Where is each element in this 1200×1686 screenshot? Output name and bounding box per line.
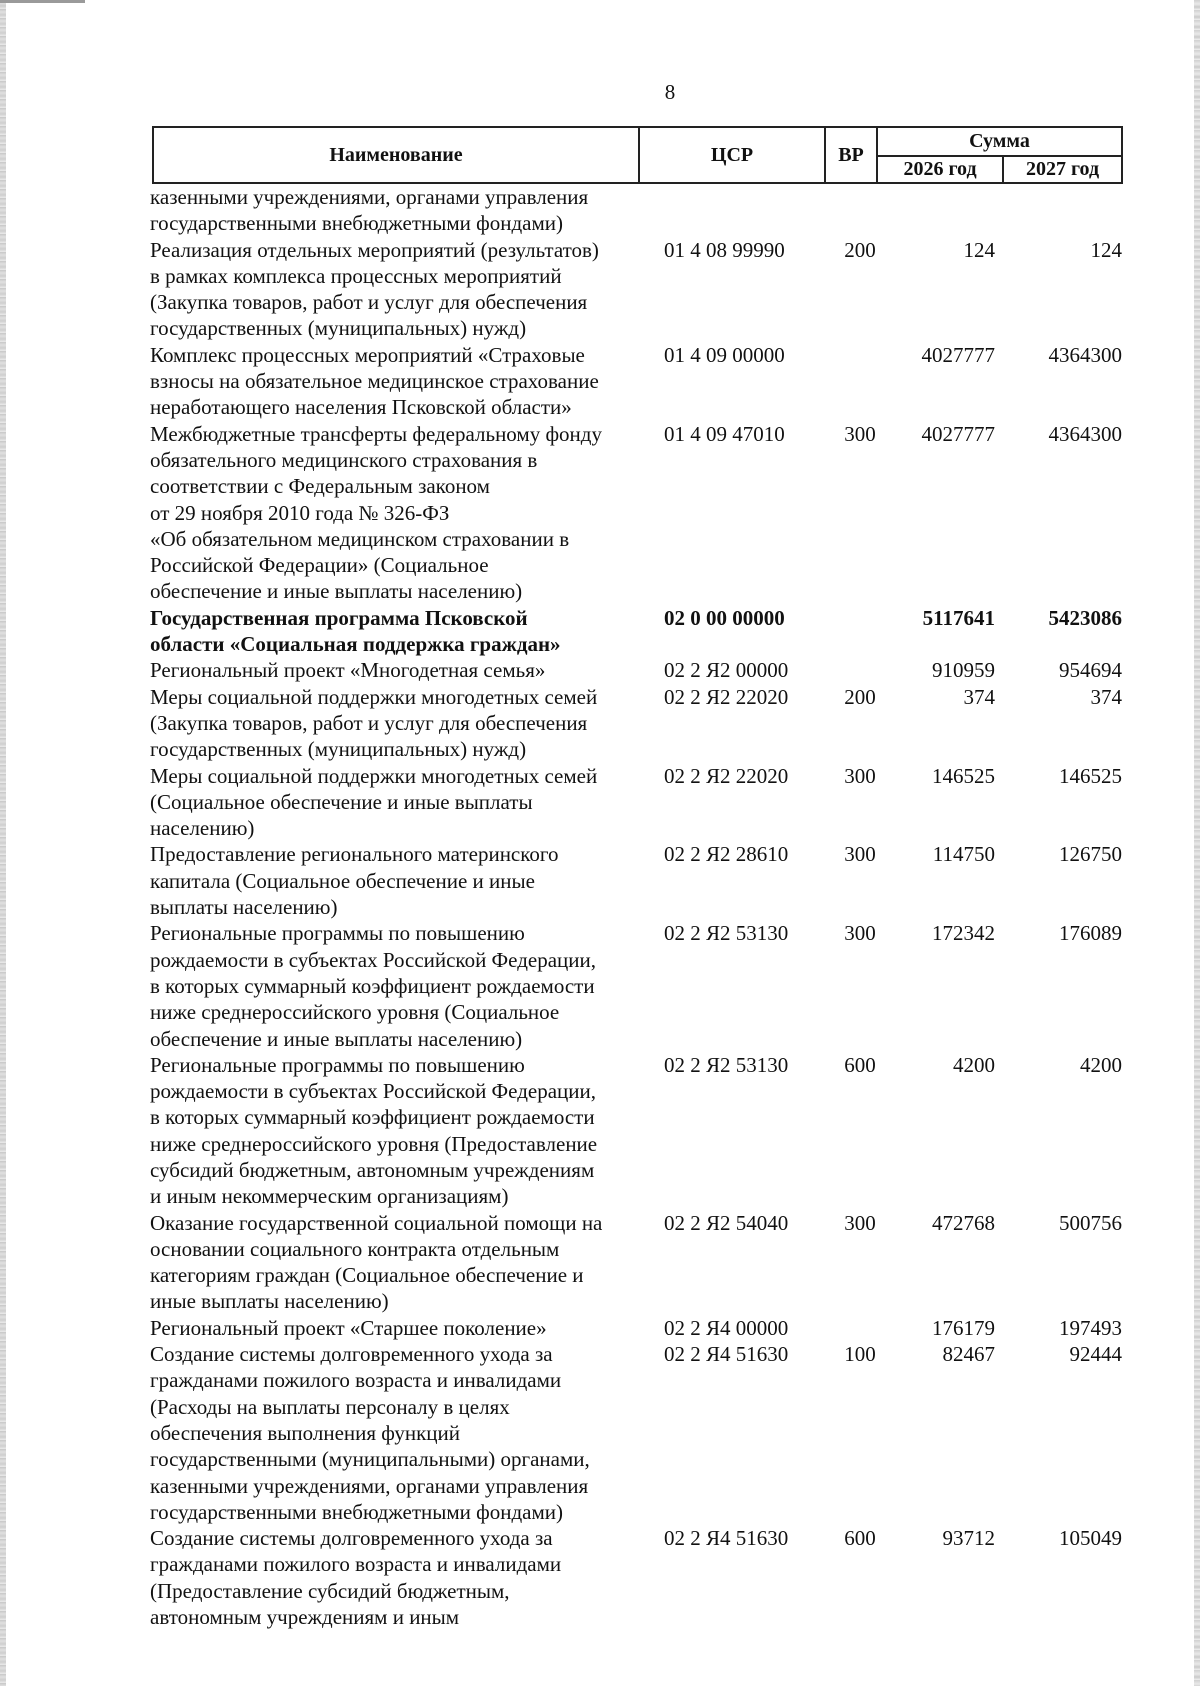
header-vr: ВР xyxy=(826,128,878,182)
row-name-line: обязательного медицинского страхования в xyxy=(150,447,538,472)
table-body xyxy=(150,184,1125,1630)
row-name-line: неработающего населения Псковской области» xyxy=(150,395,572,420)
row-csr: 02 2 Я2 53130 xyxy=(664,1052,789,1077)
row-name-line: соответствии с Федеральным законом xyxy=(150,474,490,499)
header-sum: Сумма xyxy=(878,128,1121,157)
row-name-line: населению) xyxy=(150,816,255,841)
row-name-line: государственными (муниципальными) органами, xyxy=(150,1447,590,1472)
row-sum-2026: 5117641 xyxy=(922,605,995,630)
row-sum-2026: 4027777 xyxy=(921,342,995,367)
row-sum-2027: 500756 xyxy=(1059,1210,1122,1235)
header-csr: ЦСР xyxy=(640,128,826,182)
row-name-line: капитала (Социальное обеспечение и иные xyxy=(150,868,535,893)
row-sum-2027: 92444 xyxy=(1069,1342,1122,1367)
row-name-line: обеспечение и иные выплаты населению) xyxy=(150,579,523,604)
table-row xyxy=(150,237,1125,342)
table-row xyxy=(150,1210,1125,1315)
row-name-line: субсидий бюджетным, автономным учреждениям xyxy=(150,1157,595,1182)
row-name xyxy=(150,920,635,1051)
row-vr: 300 xyxy=(844,921,876,946)
page-number: 8 xyxy=(664,80,676,104)
row-sum-2026: 176179 xyxy=(932,1315,995,1340)
row-name-line: Создание системы долговременного ухода за xyxy=(150,1526,553,1551)
table-row xyxy=(150,841,1125,920)
row-name-line: Государственная программа Псковской xyxy=(150,605,528,630)
row-name-line: гражданами пожилого возраста и инвалидами xyxy=(150,1368,562,1393)
row-name-line: выплаты населению) xyxy=(150,895,338,920)
row-sum-2026: 124 xyxy=(963,237,995,262)
row-name xyxy=(150,184,635,237)
row-name-line: Реализация отдельных мероприятий (результатов) xyxy=(150,237,599,262)
row-vr: 600 xyxy=(844,1052,876,1077)
row-csr: 01 4 09 00000 xyxy=(664,342,785,367)
row-sum-2026: 910959 xyxy=(932,658,995,683)
row-vr: 300 xyxy=(844,763,876,788)
table-row xyxy=(150,763,1125,842)
table-row xyxy=(150,184,1125,237)
row-name-line: государственными внебюджетными фондами) xyxy=(150,211,564,236)
row-name-line: иные выплаты населению) xyxy=(150,1289,389,1314)
row-sum-2027: 197493 xyxy=(1059,1315,1122,1340)
row-name-line: (Расходы на выплаты персоналу в целях xyxy=(150,1394,510,1419)
row-name-line: Региональный проект «Многодетная семья» xyxy=(150,658,546,683)
row-name xyxy=(150,1315,635,1341)
row-name xyxy=(150,841,635,920)
row-csr: 02 2 Я2 54040 xyxy=(664,1210,789,1235)
row-vr: 200 xyxy=(844,237,876,262)
row-sum-2027: 954694 xyxy=(1059,658,1122,683)
row-name xyxy=(150,1052,635,1210)
row-name-line: государственных (муниципальных) нужд) xyxy=(150,737,527,762)
row-name-line: (Закупка товаров, работ и услуг для обеспечения xyxy=(150,710,588,735)
row-sum-2027: 5423086 xyxy=(1048,605,1122,630)
row-sum-2026: 114750 xyxy=(932,842,995,867)
row-sum-2027: 146525 xyxy=(1059,763,1122,788)
row-name-line: государственными внебюджетными фондами) xyxy=(150,1499,564,1524)
row-name-line: в рамках комплекса процессных мероприятий xyxy=(150,263,562,288)
row-name xyxy=(150,1525,635,1630)
row-name-line: категориям граждан (Социальное обеспечение и xyxy=(150,1263,584,1288)
table-row xyxy=(150,657,1125,683)
row-csr: 02 0 00 00000 xyxy=(664,605,785,630)
row-name-line: основании социального контракта отдельным xyxy=(150,1236,560,1261)
row-sum-2026: 4200 xyxy=(953,1052,995,1077)
row-name-line: автономным учреждениям и иным xyxy=(150,1605,460,1630)
row-name-line: Меры социальной поддержки многодетных семей xyxy=(150,763,598,788)
row-name xyxy=(150,1210,635,1315)
row-vr: 300 xyxy=(844,1210,876,1235)
row-name xyxy=(150,421,635,605)
table-header xyxy=(152,126,1123,184)
row-name-line: рождаемости в субъектах Российской Федерации, xyxy=(150,947,596,972)
row-name-line: Создание системы долговременного ухода за xyxy=(150,1342,553,1367)
row-vr: 600 xyxy=(844,1526,876,1551)
row-csr: 02 2 Я2 28610 xyxy=(664,842,789,867)
scan-edge-right xyxy=(1194,0,1200,1686)
row-csr: 01 4 08 99990 xyxy=(664,237,785,262)
row-sum-2027: 4200 xyxy=(1080,1052,1122,1077)
row-name xyxy=(150,342,635,421)
row-vr: 300 xyxy=(844,842,876,867)
table-row xyxy=(150,421,1125,605)
row-name-line: Предоставление регионального материнского xyxy=(150,842,559,867)
row-name-line: казенными учреждениями, органами управления xyxy=(150,185,589,209)
row-name-line: Межбюджетные трансферты федеральному фонду xyxy=(150,421,602,446)
row-sum-2026: 4027777 xyxy=(921,421,995,446)
table-row xyxy=(150,684,1125,763)
row-name xyxy=(150,605,635,658)
table-row xyxy=(150,920,1125,1051)
row-name xyxy=(150,657,635,683)
scan-edge-left xyxy=(0,0,6,1686)
row-csr: 02 2 Я2 22020 xyxy=(664,684,789,709)
row-name-line: (Предоставление субсидий бюджетным, xyxy=(150,1578,510,1603)
row-name-line: государственных (муниципальных) нужд) xyxy=(150,316,527,341)
row-name-line: от 29 ноября 2010 года № 326-ФЗ xyxy=(150,500,450,525)
row-csr: 02 2 Я2 22020 xyxy=(664,763,789,788)
scan-edge-top xyxy=(0,0,85,3)
row-name-line: Оказание государственной социальной помощи на xyxy=(150,1210,603,1235)
row-sum-2026: 146525 xyxy=(932,763,995,788)
row-name-line: Региональный проект «Старшее поколение» xyxy=(150,1315,547,1340)
table-row xyxy=(150,605,1125,658)
row-name xyxy=(150,1341,635,1525)
header-year-2027: 2027 год xyxy=(1025,158,1100,180)
row-name-line: обеспечения выполнения функций xyxy=(150,1420,461,1445)
row-sum-2026: 374 xyxy=(963,684,995,709)
row-name-line: области «Социальная поддержка граждан» xyxy=(150,632,561,657)
row-name xyxy=(150,237,635,342)
row-vr: 300 xyxy=(844,421,876,446)
row-name xyxy=(150,763,635,842)
row-sum-2026: 82467 xyxy=(942,1342,995,1367)
row-name-line: «Об обязательном медицинском страховании в xyxy=(150,526,570,551)
table-row xyxy=(150,342,1125,421)
row-sum-2027: 4364300 xyxy=(1048,342,1122,367)
row-name-line: ниже среднероссийского уровня (Социальное xyxy=(150,1000,560,1025)
row-sum-2026: 93712 xyxy=(942,1526,995,1551)
row-csr: 02 2 Я2 53130 xyxy=(664,921,789,946)
row-csr: 01 4 09 47010 xyxy=(664,421,785,446)
table-row xyxy=(150,1315,1125,1341)
row-name-line: обеспечение и иные выплаты населению) xyxy=(150,1026,523,1051)
row-name-line: Региональные программы по повышению xyxy=(150,1052,525,1077)
row-sum-2027: 124 xyxy=(1090,237,1122,262)
row-name-line: Меры социальной поддержки многодетных семей xyxy=(150,684,598,709)
row-sum-2027: 374 xyxy=(1090,684,1122,709)
row-name-line: Российской Федерации» (Социальное xyxy=(150,553,489,578)
row-name-line: ниже среднероссийского уровня (Предоставление xyxy=(150,1131,598,1156)
row-sum-2027: 126750 xyxy=(1059,842,1122,867)
row-name-line: Региональные программы по повышению xyxy=(150,921,525,946)
header-name: Наименование xyxy=(154,128,640,182)
row-sum-2027: 176089 xyxy=(1059,921,1122,946)
row-sum-2027: 4364300 xyxy=(1048,421,1122,446)
row-csr: 02 2 Я4 51630 xyxy=(664,1526,789,1551)
header-year-2026: 2026 год xyxy=(878,157,1004,182)
row-name-line: (Закупка товаров, работ и услуг для обеспечения xyxy=(150,290,588,315)
row-name-line: (Социальное обеспечение и иные выплаты xyxy=(150,789,533,814)
row-csr: 02 2 Я4 00000 xyxy=(664,1315,789,1340)
row-name-line: взносы на обязательное медицинское страхование xyxy=(150,369,599,394)
row-sum-2027: 105049 xyxy=(1059,1526,1122,1551)
table-row xyxy=(150,1052,1125,1210)
row-sum-2026: 472768 xyxy=(932,1210,995,1235)
row-name-line: в которых суммарный коэффициент рождаемости xyxy=(150,1105,595,1130)
row-name-line: гражданами пожилого возраста и инвалидами xyxy=(150,1552,562,1577)
row-name-line: казенными учреждениями, органами управления xyxy=(150,1473,589,1498)
row-name-line: в которых суммарный коэффициент рождаемости xyxy=(150,973,595,998)
row-name-line: Комплекс процессных мероприятий «Страховые xyxy=(150,342,585,367)
row-name-line: рождаемости в субъектах Российской Федерации, xyxy=(150,1079,596,1104)
row-sum-2026: 172342 xyxy=(932,921,995,946)
row-name xyxy=(150,684,635,763)
row-vr: 100 xyxy=(844,1342,876,1367)
row-vr: 200 xyxy=(844,684,876,709)
table-row xyxy=(150,1341,1125,1525)
table-row xyxy=(150,1525,1125,1630)
row-csr: 02 2 Я2 00000 xyxy=(664,658,789,683)
row-name-line: и иным некоммерческим организациям) xyxy=(150,1184,509,1209)
row-csr: 02 2 Я4 51630 xyxy=(664,1342,789,1367)
